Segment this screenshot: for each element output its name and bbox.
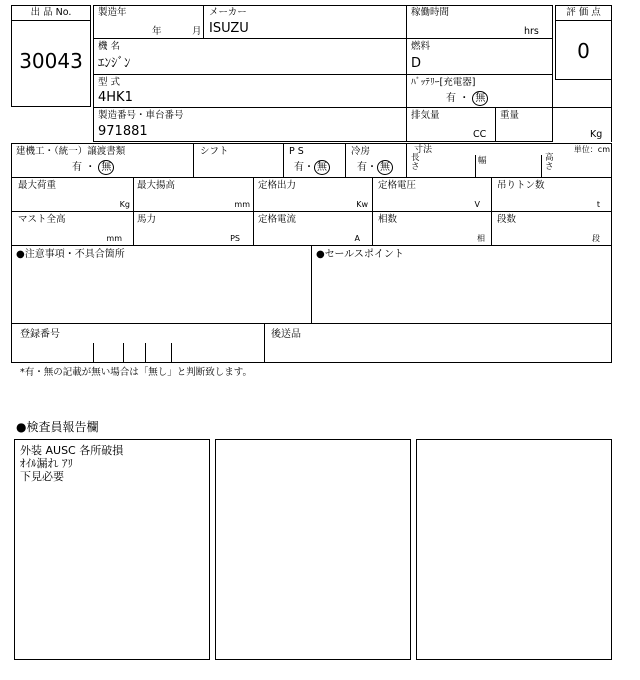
year-unit: 年 [152,26,162,37]
transfer-docs-options: 有 ・ 無 [72,160,114,175]
spec-rated-output-label: 定格出力 [258,180,297,191]
spec-mast-height-unit: mm [106,234,122,243]
lot-no-value: 30043 [19,49,83,73]
transfer-no-circled: 無 [98,160,114,175]
displacement-label: 排気量 [411,110,440,121]
transfer-docs-label: 建機工・（統一）譲渡書類 [16,146,126,157]
rating-label: 評 価 点 [566,7,601,18]
spec-crane-ton-label: 吊りトン数 [497,180,545,191]
spec-rated-voltage-unit: V [474,200,480,209]
serial-value: 971881 [98,124,148,139]
spec-max-lift-label: 最大揚高 [137,180,176,191]
fuel-label: 燃料 [411,41,431,52]
spec-phase-label: 相数 [378,214,398,225]
weight-label: 重量 [500,110,520,121]
model-value: 4HK1 [98,90,133,105]
battery-options: 有 ・ 無 [446,91,488,106]
cooler-label: 冷房 [351,146,371,157]
model-label: 型 式 [98,77,121,88]
height-label: 高 さ [545,153,554,172]
spec-crane-ton-unit: t [596,200,600,209]
lot-no-label: 出 品 No. [30,7,72,18]
dimension-label: 寸法 [414,145,433,155]
maker-value: ISUZU [209,21,249,36]
ps-no-circled: 無 [314,160,330,175]
notes-label: ●注意事項・不具合箇所 [16,249,125,260]
machine-name-label: 機 名 [98,41,121,52]
spec-max-lift-unit: mm [234,200,250,209]
cooler-no-circled: 無 [377,160,393,175]
spec-stages-label: 段数 [497,214,517,225]
battery-no-circled: 無 [472,91,488,106]
footnote: *有・無の記載が無い場合は「無し」と判断致します。 [20,367,252,378]
fuel-value: D [411,56,422,71]
registration-label: 登録番号 [20,329,60,340]
inspector-title: ●検査員報告欄 [16,420,99,434]
month-unit: 月 [192,26,202,37]
spec-rated-current-unit: A [354,234,360,243]
shift-label: シフト [200,146,229,157]
inspector-box-2 [215,439,411,660]
mfg-year-label: 製造年 [98,7,127,18]
spec-horsepower-unit: PS [230,234,240,243]
length-label: 長 さ [411,153,420,172]
spec-horsepower-label: 馬力 [137,214,157,225]
serial-label: 製造番号・車台番号 [98,110,184,121]
dimension-unit: 単位：cm [573,145,610,154]
battery-label: ﾊﾞｯﾃﾘｰ[充電器] [411,77,476,88]
machine-name-value: ｴﾝｼﾞﾝ [98,56,131,71]
spec-rated-voltage-label: 定格電圧 [378,180,417,191]
spec-rated-current-label: 定格電流 [258,214,297,225]
hours-unit: hrs [524,26,539,37]
width-label: 幅 [478,156,487,166]
cooler-options: 有・ 無 [357,160,393,175]
maker-label: メーカー [209,7,247,18]
weight-unit: Kg [590,129,603,140]
spec-rated-output-unit: Kw [356,200,368,209]
inspector-report-text: 外装 AUSC 各所破損 ｵｲﾙ漏れ ｱﾘ 下見必要 [20,444,124,483]
spec-mast-height-label: マスト全高 [18,214,66,225]
ps-label: P S [289,146,304,157]
inspector-box-3 [416,439,612,660]
sales-point-label: ●セールスポイント [316,249,404,260]
spec-phase-unit: 相 [477,234,485,243]
later-items-label: 後送品 [271,329,301,340]
ps-options: 有・ 無 [294,160,330,175]
spec-stages-unit: 段 [592,234,600,243]
hours-label: 稼働時間 [411,7,450,18]
spec-max-load-label: 最大荷重 [18,180,57,191]
spec-max-load-unit: Kg [119,200,130,209]
displacement-unit: CC [473,129,487,140]
rating-value: 0 [577,39,590,63]
